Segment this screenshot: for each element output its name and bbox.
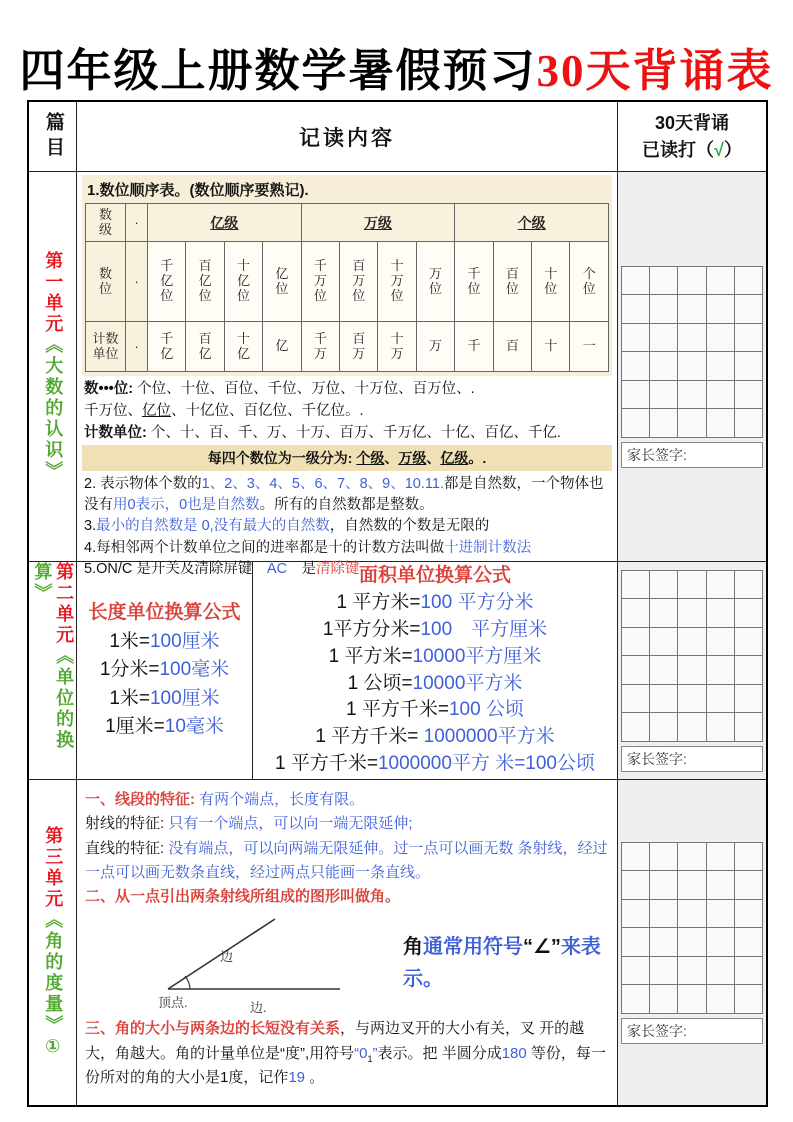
pt-row2-label: 数位 (86, 242, 126, 322)
length-row: 1米=100厘米 (109, 687, 220, 709)
check-cell (735, 571, 762, 599)
parent-signature-unit1: 家长签字: (621, 442, 763, 468)
check-cell (735, 267, 762, 295)
check-grid-unit3 (621, 842, 763, 1014)
check-cell (678, 599, 705, 627)
checkmark-glyph: √ (714, 139, 724, 160)
check-cell (622, 295, 649, 323)
check-cell (650, 871, 677, 899)
pt-row3-label: 计数单位 (86, 322, 126, 372)
check-cell (707, 900, 734, 928)
check-cell (735, 599, 762, 627)
header-cell-section (29, 102, 77, 172)
shuwei-line2: 千万位、亿位、十亿位、百亿位、千亿位。. (84, 403, 364, 420)
note-4: 4.每相邻两个计数单位之间的进率都是十的计数方法叫做十进制计数法 (84, 539, 532, 556)
area-row: 1 平方千米=100 公顷 (346, 699, 524, 721)
check-cell (678, 957, 705, 985)
area-row: 1 公顷=10000平方米 (347, 672, 523, 694)
area-row: 1 平方米=10000平方厘米 (328, 645, 542, 667)
check-cell (678, 985, 705, 1013)
check-cell (707, 957, 734, 985)
unit1-title: 《大数的认识》 (43, 335, 64, 482)
check-cell (622, 985, 649, 1013)
check-cell (650, 352, 677, 380)
check-cell (707, 352, 734, 380)
area-conversion-block (253, 562, 617, 779)
check-cell (678, 352, 705, 380)
ray-feature-line: 射线的特征: 只有一个端点，可以向一端无限延伸; (85, 815, 413, 833)
title-red-part: 30天背诵表 (536, 46, 774, 96)
length-row: 1厘米=10毫米 (105, 716, 224, 738)
check-cell (622, 628, 649, 656)
angle-diagram-row (140, 911, 609, 1015)
parent-signature-unit3: 家长签字: (621, 1018, 763, 1044)
check-cell (707, 295, 734, 323)
unit3-title: 《角的度量》① (43, 909, 64, 1060)
check-cell (735, 871, 762, 899)
note-2: 2. 表示物体个数的1、2、3、4、5、6、7、8、9、10.11.都是自然数，一个物体也没有用0表示，0也是自然数。所有的自然数都是整数。 (84, 476, 604, 513)
area-title: 面积单位换算公式 (358, 564, 511, 586)
check-cell (650, 409, 677, 437)
check-cell (735, 295, 762, 323)
unit3-number: 第三单元 (43, 825, 64, 910)
check-cell (678, 324, 705, 352)
edge-label-top: 边 (220, 949, 234, 965)
title-black-part: 四年级上册数学暑假预习 (19, 46, 537, 96)
check-cell (622, 843, 649, 871)
unit1-number: 第一单元 (43, 251, 64, 335)
header-cell-content (77, 102, 618, 172)
check-cell (707, 599, 734, 627)
check-cell (622, 871, 649, 899)
check-cell (622, 571, 649, 599)
sidebar-unit2 (29, 562, 77, 780)
check-cell (678, 267, 705, 295)
main-table (27, 100, 768, 1107)
check-cell (707, 324, 734, 352)
check-cell (650, 685, 677, 713)
check-cell (650, 628, 677, 656)
check-grid-unit2 (621, 570, 763, 742)
check-column-unit2 (618, 562, 766, 780)
check-cell (622, 685, 649, 713)
header-check-line1: 30天背诵 (654, 112, 730, 133)
check-cell (678, 928, 705, 956)
check-cell (678, 900, 705, 928)
place-table-title: 1.数位顺序表。(数位顺序要熟记). (87, 182, 309, 199)
check-cell (707, 628, 734, 656)
check-cell (650, 985, 677, 1013)
check-cell (678, 713, 705, 741)
unit2-number: 第二单元 (54, 562, 75, 646)
line-feature-line: 直线的特征: 没有端点，可以向两端无限延伸。过一点可以画无数 条射线，经过一点可以画无数条直线，经过两点只能画一条直线。 (85, 839, 608, 881)
check-cell (622, 928, 649, 956)
check-cell (735, 409, 762, 437)
check-cell (735, 656, 762, 684)
check-cell (678, 871, 705, 899)
segment-feature-line: 一、线段的特征: 有两个端点，长度有限。 (85, 791, 365, 808)
check-cell (650, 928, 677, 956)
check-cell (707, 381, 734, 409)
vertex-label: 顶点. (158, 995, 188, 1011)
check-cell (622, 713, 649, 741)
check-cell (622, 352, 649, 380)
angle-definition-line: 二、从一点引出两条射线所组成的图形叫做角。 (85, 888, 401, 906)
check-cell (622, 599, 649, 627)
check-cell (650, 957, 677, 985)
angle-diagram (140, 911, 375, 1015)
length-row: 1米=100厘米 (109, 630, 220, 652)
check-cell (735, 628, 762, 656)
length-title: 长度单位换算公式 (88, 602, 241, 624)
check-cell (622, 656, 649, 684)
parent-signature-unit2: 家长签字: (621, 746, 763, 772)
check-cell (678, 656, 705, 684)
edge-label-bottom: 边. (250, 1000, 267, 1016)
check-cell (735, 685, 762, 713)
check-cell (622, 957, 649, 985)
pt-group-ge: 个级 (455, 204, 609, 242)
check-cell (650, 843, 677, 871)
check-cell (707, 713, 734, 741)
check-cell (678, 685, 705, 713)
check-cell (650, 900, 677, 928)
shuwei-line1: 数•••位: 个位、十位、百位、千位、万位、十万位、百万位、. (84, 381, 475, 397)
check-cell (650, 295, 677, 323)
counting-units-line: 计数单位: 个、十、百、千、万、十万、百万、千万亿、十亿、百亿、千亿. (84, 425, 561, 442)
check-cell (735, 381, 762, 409)
length-row: 1分米=100毫米 (99, 659, 230, 681)
area-row: 1 平方米=100 平方分米 (336, 591, 534, 613)
check-cell (678, 295, 705, 323)
check-cell (678, 843, 705, 871)
check-cell (678, 628, 705, 656)
check-cell (678, 409, 705, 437)
angle-size-line: 三、角的大小与两条边的长短没有关系，与两边叉开的大小有关，叉 开的越大，角越大。角的计量单位是“度”,用符号“$0_1$”表示。把 半圆分成180 等份，每一份所对的角的大小是1度，记作19 。 (85, 1020, 606, 1087)
check-cell (735, 900, 762, 928)
digit-position-lines (82, 376, 612, 444)
pt-corner: 数级 (86, 204, 126, 242)
check-cell (650, 267, 677, 295)
place-value-table: 数级 · 亿级 万级 个级 数位 · 千亿位 百亿位 十亿位 亿位 千万位 百万位 十万位 万位 千位 百位 十位 个位 计数单位 · 千亿 百亿 十亿 亿 千万 百万 十万 万 千 百 十 一 (85, 203, 609, 372)
check-cell (735, 324, 762, 352)
check-cell (707, 656, 734, 684)
header-check-line2: 已读打（√） (642, 139, 742, 160)
page-title (0, 0, 793, 96)
check-cell (650, 713, 677, 741)
check-cell (707, 267, 734, 295)
check-cell (735, 713, 762, 741)
area-row: 1平方分米=100 平方厘米 (322, 618, 548, 640)
unit2-content (77, 562, 618, 780)
check-cell (678, 381, 705, 409)
unit2-title: 《单位的换算》 (32, 562, 75, 751)
unit3-content (77, 780, 618, 1105)
pt-group-wan: 万级 (301, 204, 455, 242)
pt-group-yi: 亿级 (148, 204, 302, 242)
check-cell (650, 381, 677, 409)
grouping-rule-band: 每四个数位为一级分为: 个级、万级、亿级。. (82, 445, 612, 471)
check-column-unit3 (618, 780, 766, 1105)
header-content-label: 记读内容 (299, 126, 395, 150)
check-cell (735, 985, 762, 1013)
check-cell (650, 599, 677, 627)
check-cell (707, 985, 734, 1013)
sidebar-unit3 (29, 780, 77, 1105)
check-cell (735, 957, 762, 985)
check-cell (650, 571, 677, 599)
check-cell (622, 267, 649, 295)
area-row: 1 平方千米= 1000000平方米 (315, 726, 555, 748)
area-row: 1 平方千米=1000000平方 米=100公顷 (275, 753, 595, 775)
check-cell (650, 656, 677, 684)
header-section-label: 篇目 (42, 111, 64, 162)
check-column-unit1 (618, 172, 766, 562)
check-cell (707, 928, 734, 956)
note-5: 5.ON/C 是开关及清除屏键 AC 是清除键 (84, 561, 360, 578)
check-cell (622, 900, 649, 928)
length-conversion-block (77, 562, 253, 779)
check-cell (678, 571, 705, 599)
check-grid-unit1 (621, 266, 763, 438)
check-cell (735, 843, 762, 871)
header-cell-check (618, 102, 766, 172)
check-cell (735, 928, 762, 956)
place-value-block (82, 175, 612, 376)
check-cell (707, 409, 734, 437)
check-cell (707, 571, 734, 599)
check-cell (707, 843, 734, 871)
check-cell (622, 324, 649, 352)
note-3: 3.最小的自然数是 0,没有最大的自然数，自然数的个数是无限的 (84, 518, 490, 535)
check-cell (622, 409, 649, 437)
check-cell (735, 352, 762, 380)
check-cell (622, 381, 649, 409)
sidebar-unit1 (29, 172, 77, 562)
check-cell (707, 685, 734, 713)
check-cell (650, 324, 677, 352)
angle-symbol-caption: 角通常用符号“∠”来表示。 (403, 936, 601, 991)
check-cell (707, 871, 734, 899)
